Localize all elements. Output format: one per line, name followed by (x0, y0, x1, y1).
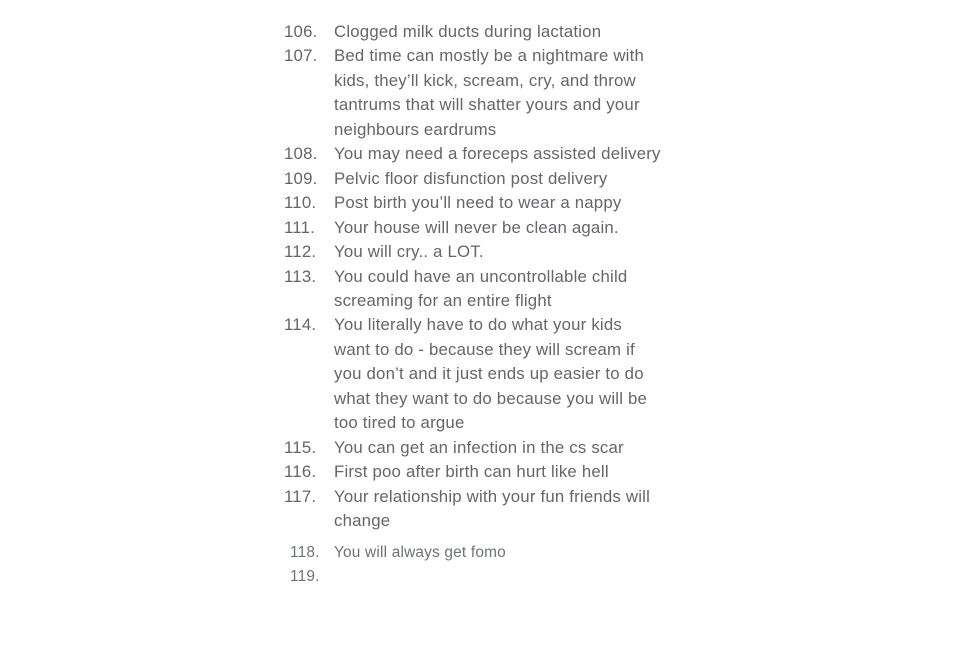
item-text: You may need a foreceps assisted delivery (334, 144, 661, 164)
list-item (284, 265, 692, 314)
list-item (284, 436, 692, 460)
item-number: 111. (284, 217, 315, 237)
item-number: 109. (284, 168, 318, 188)
item-number: 110. (284, 193, 317, 213)
item-text: You will cry.. a LOT. (334, 242, 484, 262)
list-item (284, 541, 692, 565)
list-item (284, 142, 692, 166)
item-text: Post birth you’ll need to wear a nappy (334, 193, 622, 213)
list-item (284, 565, 692, 589)
list-item (284, 216, 692, 240)
item-number: 113. (284, 266, 317, 286)
item-number: 112. (284, 242, 317, 262)
item-number: 108. (284, 144, 318, 164)
item-text: Pelvic floor disfunction post delivery (334, 168, 608, 188)
item-number: 117. (284, 486, 317, 506)
list-item (284, 167, 692, 191)
list-item (284, 313, 692, 435)
item-text: You can get an infection in the cs scar (334, 437, 624, 457)
item-text: You will always get fomo (334, 543, 506, 561)
list-item (284, 485, 692, 534)
item-text: Your house will never be clean again. (334, 217, 619, 237)
item-text: Clogged milk ducts during lactation (334, 22, 602, 41)
list-item (284, 20, 692, 44)
item-number: 107. (284, 46, 318, 66)
list-item (284, 44, 692, 142)
item-text: Your relationship with your fun friends will change (334, 486, 650, 531)
item-number: 106. (284, 22, 318, 41)
item-text: You could have an uncontrollable child screaming for an entire flight (334, 266, 628, 310)
item-number: 114. (284, 315, 317, 335)
item-text: Bed time can mostly be a nightmare with kids, they’ll kick, scream, cry, and throw tantrums that will shatter yours and your neighbours eardrums (334, 46, 645, 139)
item-number: 119. (290, 567, 320, 585)
item-number: 115. (284, 437, 317, 457)
numbered-list (284, 20, 692, 589)
list-item (284, 240, 692, 264)
item-text: You literally have to do what your kids want to do - because they will scream if you don’t and it just ends up easier to do what they want to do because you will be too tired to argue (334, 315, 648, 433)
list-item (284, 191, 692, 215)
item-number: 118. (290, 543, 320, 561)
item-number: 116. (284, 462, 317, 482)
item-text: First poo after birth can hurt like hell (334, 462, 609, 482)
list-item (284, 460, 692, 484)
